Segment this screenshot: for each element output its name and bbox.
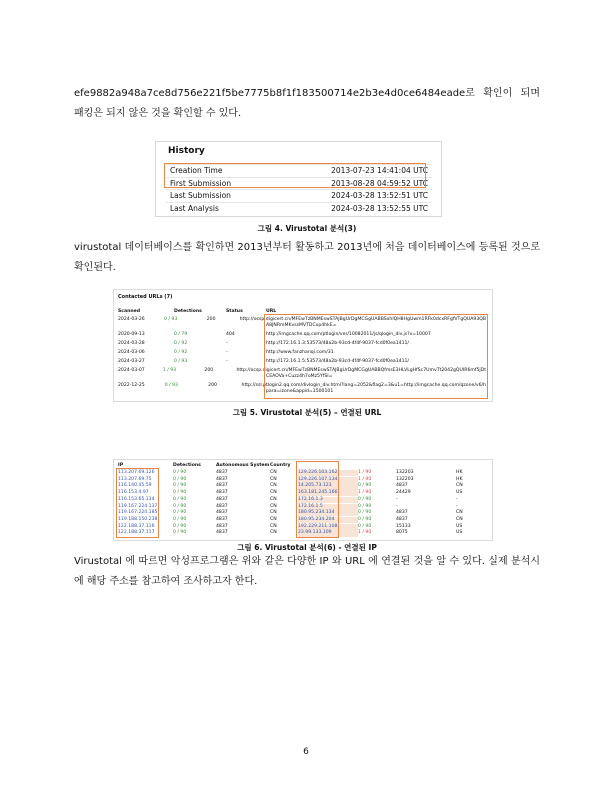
as-cell: 4837 bbox=[216, 503, 228, 509]
ip-cell[interactable]: 129.226.107.134 bbox=[298, 477, 358, 483]
detections-cell: 0 / 90 bbox=[173, 483, 187, 489]
paragraph-conclusion: Virustotal 에 따르면 악성프로그램은 위와 같은 다양한 IP 와 URL 에 연결된 것을 알 수 있다. 실제 분석시에 해당 주소를 참고하여 조사하고자 한다. bbox=[74, 556, 540, 587]
highlight-box bbox=[116, 468, 159, 538]
country-cell: CN bbox=[270, 490, 277, 496]
status-cell: 200 bbox=[204, 368, 214, 373]
as-cell: 4837 bbox=[216, 510, 228, 516]
country-cell: US bbox=[456, 530, 463, 536]
ip-cell[interactable]: 116.140.45.59 bbox=[118, 483, 152, 489]
status-cell bbox=[226, 374, 266, 380]
detections-cell: 0 / 90 bbox=[173, 510, 187, 516]
status-cell: - bbox=[226, 350, 228, 355]
as-cell: 24429 bbox=[396, 490, 411, 496]
url-cell[interactable]: http://ssl.ptlogin2.qq.com/divlogin_div.html?lang=2052&flag2=3&u1=http://imgcache.qq.com/qzone/v6/h bbox=[241, 383, 486, 388]
header-url: URL bbox=[266, 309, 277, 314]
url-cell[interactable]: http://172.16.1.3:53573/48a2b-93cd-4f4f-9037-fcd0f0ea1411/ bbox=[266, 341, 409, 346]
scanned-cell: 2024-03-27 bbox=[118, 359, 145, 364]
detections-cell: 0 / 90 bbox=[173, 516, 187, 522]
country-cell: CN bbox=[456, 483, 463, 489]
ip-cell[interactable]: 119.167.224.137 bbox=[118, 503, 158, 509]
url-cell[interactable]: A8JNRmMKvssMVTDCxp4hkE= bbox=[266, 323, 337, 328]
history-label: Last Submission bbox=[170, 191, 231, 200]
country-cell: - bbox=[456, 503, 458, 509]
url-cell[interactable]: para=izone&appid=1500101 bbox=[266, 389, 334, 394]
contacted-ips-panel bbox=[113, 459, 493, 541]
as-cell: 132203 bbox=[396, 470, 414, 475]
as-cell: 4837 bbox=[216, 483, 228, 489]
country-cell: CN bbox=[456, 510, 463, 516]
contacted-urls-panel bbox=[113, 289, 493, 402]
as-cell: 4837 bbox=[216, 523, 228, 529]
status-cell: - bbox=[226, 359, 228, 364]
detections-cell: 0 / 90 bbox=[358, 496, 372, 502]
history-value: 2024-03-28 13:52:51 UTC bbox=[331, 191, 428, 200]
ip-cell[interactable]: 122.188.37.117 bbox=[118, 530, 155, 536]
as-cell: 4837 bbox=[216, 496, 228, 502]
scanned-cell: 2020-09-13 bbox=[118, 332, 145, 337]
url-cell[interactable]: http://www.fanzhanqi.com/31 bbox=[266, 350, 334, 355]
ip-cell[interactable]: 116.153.65.134 bbox=[118, 496, 155, 502]
url-cell[interactable]: http://ocsp.digicert.cn/MFEwTzBNMEswSTAJBgUrDgMCGgUABBSxhlQH8HgUwm1RFk0dcxRFgfVTgQUA93QB bbox=[239, 317, 487, 322]
ip-cell[interactable]: 172.16.1.5 bbox=[298, 504, 358, 510]
history-label: Last Analysis bbox=[170, 203, 219, 213]
detections-cell: 0 / 93 bbox=[174, 359, 188, 364]
header-ip: IP bbox=[118, 463, 124, 468]
status-cell: 404 bbox=[226, 332, 235, 337]
caption-fig4: 그림 4. Virustotal 분석(3) bbox=[257, 224, 357, 233]
as-cell: 4837 bbox=[216, 516, 228, 522]
country-cell: CN bbox=[270, 503, 277, 509]
as-cell: 4837 bbox=[216, 470, 228, 475]
detections-cell: 0 / 90 bbox=[358, 483, 372, 489]
history-value: 2024-03-28 13:52:55 UTC bbox=[331, 203, 428, 213]
detections-cell bbox=[174, 323, 226, 329]
ip-cell[interactable]: 119.188.150.238 bbox=[118, 516, 158, 522]
history-title: History bbox=[168, 146, 205, 156]
history-row bbox=[166, 189, 432, 202]
detections-cell bbox=[174, 389, 226, 395]
country-cell: CN bbox=[270, 516, 277, 522]
url-cell[interactable]: http://ocsp.digicert.cn/MFEwTzBNMEswSTAJBgUrDgMCGgUABBQfmsE3HLVLgHfSc7UmvTt2042gQUIR6mf5jDt bbox=[236, 368, 486, 373]
status-cell bbox=[226, 389, 266, 395]
detections-cell: 0 / 90 bbox=[173, 503, 187, 509]
ip-cell[interactable]: 113.207.69.126 bbox=[118, 470, 155, 475]
ip-cell[interactable]: 113.207.69.75 bbox=[118, 476, 152, 482]
country-cell: CN bbox=[270, 483, 277, 489]
detections-cell: 1 / 90 bbox=[358, 490, 372, 496]
country-cell: CN bbox=[270, 510, 277, 516]
detections-cell: 0 / 90 bbox=[358, 523, 372, 529]
detections-cell: 0 / 90 bbox=[358, 510, 372, 516]
detections-cell: 0 / 90 bbox=[173, 476, 187, 482]
as-cell: 132203 bbox=[396, 476, 414, 482]
detections-cell: 0 / 93 bbox=[164, 317, 178, 322]
ip-cell[interactable]: 122.188.37.116 bbox=[118, 523, 155, 529]
ip-cell[interactable]: 14.205.73.123 bbox=[298, 483, 358, 489]
history-row bbox=[166, 202, 432, 215]
country-cell: US bbox=[456, 523, 463, 529]
contacted-urls-title: Contacted URLs (7) bbox=[118, 294, 173, 300]
detections-cell: 0 / 90 bbox=[173, 490, 187, 496]
scanned-cell bbox=[118, 389, 174, 395]
detections-cell: 0 / 90 bbox=[358, 516, 372, 522]
country-cell: CN bbox=[456, 516, 463, 522]
detections-cell: 0 / 92 bbox=[174, 350, 188, 355]
paragraph-hash: efe9882a948a7ce8d756e221f5be7775b8f1f183500714e2b3e4d0ce6484eade로 확인이 되며 패킹은 되지 않은 것을 확인할 수 있다. bbox=[74, 88, 540, 119]
ip-cell[interactable]: 192.229.211.108 bbox=[298, 524, 358, 530]
ip-cell[interactable]: 129.226.103.162 bbox=[298, 470, 358, 476]
country-cell: CN bbox=[270, 530, 277, 536]
url-cell[interactable]: CEAOVa+Cuzz4h7oMz5YfSI= bbox=[266, 374, 333, 379]
ip-cell[interactable]: 163.181.245.166 bbox=[298, 490, 358, 496]
country-cell: CN bbox=[270, 523, 277, 529]
detections-cell: 0 / 90 bbox=[173, 496, 187, 502]
ip-cell[interactable]: 119.167.224.185 bbox=[118, 510, 158, 516]
detections-cell: 1 / 90 bbox=[358, 476, 372, 482]
country-cell: - bbox=[456, 496, 458, 502]
history-value: 2013-07-23 14:41:04 UTC bbox=[331, 166, 428, 175]
url-cell[interactable]: http://imgcache.qq.com/ptlogin/ver/10082011/js/qlogin_div.js?v=10007 bbox=[266, 332, 431, 337]
country-cell: US bbox=[456, 490, 463, 496]
header-scanned: Scanned bbox=[118, 309, 141, 314]
detections-cell: 1 / 90 bbox=[358, 470, 372, 475]
highlight-box bbox=[296, 461, 339, 538]
detections-cell: 0 / 90 bbox=[173, 530, 187, 536]
caption-fig6: 그림 6. Virustotal 분석(6) - 연결된 IP bbox=[237, 543, 377, 552]
ip-cell[interactable]: 180.95.234.134 bbox=[298, 510, 358, 516]
as-cell: 15133 bbox=[396, 523, 411, 529]
detections-cell: 0 / 93 bbox=[164, 383, 178, 388]
as-cell: 4837 bbox=[396, 510, 408, 516]
detections-cell: 0 / 79 bbox=[174, 332, 188, 337]
scanned-cell: 2024-03-26 bbox=[118, 317, 145, 322]
country-cell: CN bbox=[270, 496, 277, 502]
ip-cell[interactable]: 180.95.234.204 bbox=[298, 517, 358, 523]
detections-cell bbox=[174, 374, 226, 380]
country-cell: CN bbox=[270, 476, 277, 482]
url-cell[interactable]: http://172.16.1.5:53573/48a2b-93cd-4f4f-9037-fcd0f0ea1411/ bbox=[266, 359, 409, 364]
scanned-cell bbox=[118, 323, 174, 329]
as-cell: - bbox=[396, 503, 398, 509]
history-label: First Submission bbox=[170, 178, 232, 188]
as-cell: 4837 bbox=[216, 530, 228, 536]
scanned-cell: 2024-03-06 bbox=[118, 350, 145, 355]
as-cell: 4837 bbox=[216, 490, 228, 496]
highlight-box bbox=[264, 314, 488, 399]
country-cell: CN bbox=[270, 470, 277, 475]
status-cell bbox=[226, 323, 266, 329]
header-detections: Detections bbox=[174, 309, 202, 314]
status-cell: 200 bbox=[206, 317, 216, 322]
country-cell: HK bbox=[456, 476, 463, 482]
ip-cell[interactable]: 116.153.4.97 bbox=[118, 490, 149, 496]
as-cell: 4837 bbox=[396, 516, 408, 522]
detections-cell: 0 / 90 bbox=[173, 470, 187, 475]
history-value: 2013-08-28 04:59:52 UTC bbox=[331, 178, 428, 188]
as-cell: - bbox=[396, 496, 398, 502]
scanned-cell: 2024-03-28 bbox=[118, 341, 145, 346]
header-as: Autonomous System bbox=[216, 463, 270, 468]
detections-cell: 0 / 90 bbox=[173, 523, 187, 529]
detections-cell: 1 / 93 bbox=[162, 368, 177, 373]
header-detections: Detections bbox=[173, 463, 201, 468]
as-cell: 4837 bbox=[216, 476, 228, 482]
header-country: Country bbox=[270, 463, 291, 468]
detections-cell: 1 / 90 bbox=[358, 530, 372, 536]
as-cell: 4837 bbox=[396, 483, 408, 489]
history-label: Creation Time bbox=[170, 166, 223, 175]
page-number: 6 bbox=[303, 747, 309, 757]
detections-cell: 0 / 92 bbox=[174, 341, 188, 346]
country-cell: HK bbox=[456, 470, 463, 475]
ip-cell[interactable]: 172.16.1.3 bbox=[298, 497, 358, 503]
caption-fig5: 그림 5. Virustotal 분석(5) – 연결된 URL bbox=[232, 408, 382, 417]
paragraph-history: virustotal 데이터베이스를 확인하면 2013년부터 활동하고 2013년에 처음 데이터베이스에 등록된 것으로 확인된다. bbox=[74, 242, 541, 273]
detections-cell: 0 / 90 bbox=[358, 503, 372, 509]
scanned-cell: 2024-03-07 bbox=[118, 368, 145, 373]
header-status: Status bbox=[226, 309, 243, 314]
scanned-cell: 2022-12-25 bbox=[118, 383, 145, 388]
status-cell: - bbox=[226, 341, 228, 346]
highlight-box bbox=[164, 163, 426, 188]
scanned-cell bbox=[118, 374, 174, 380]
status-cell: 200 bbox=[208, 383, 217, 388]
history-panel bbox=[155, 141, 442, 217]
as-cell: 8075 bbox=[396, 530, 408, 536]
ip-cell[interactable]: 23.99.133.109 bbox=[298, 530, 358, 536]
